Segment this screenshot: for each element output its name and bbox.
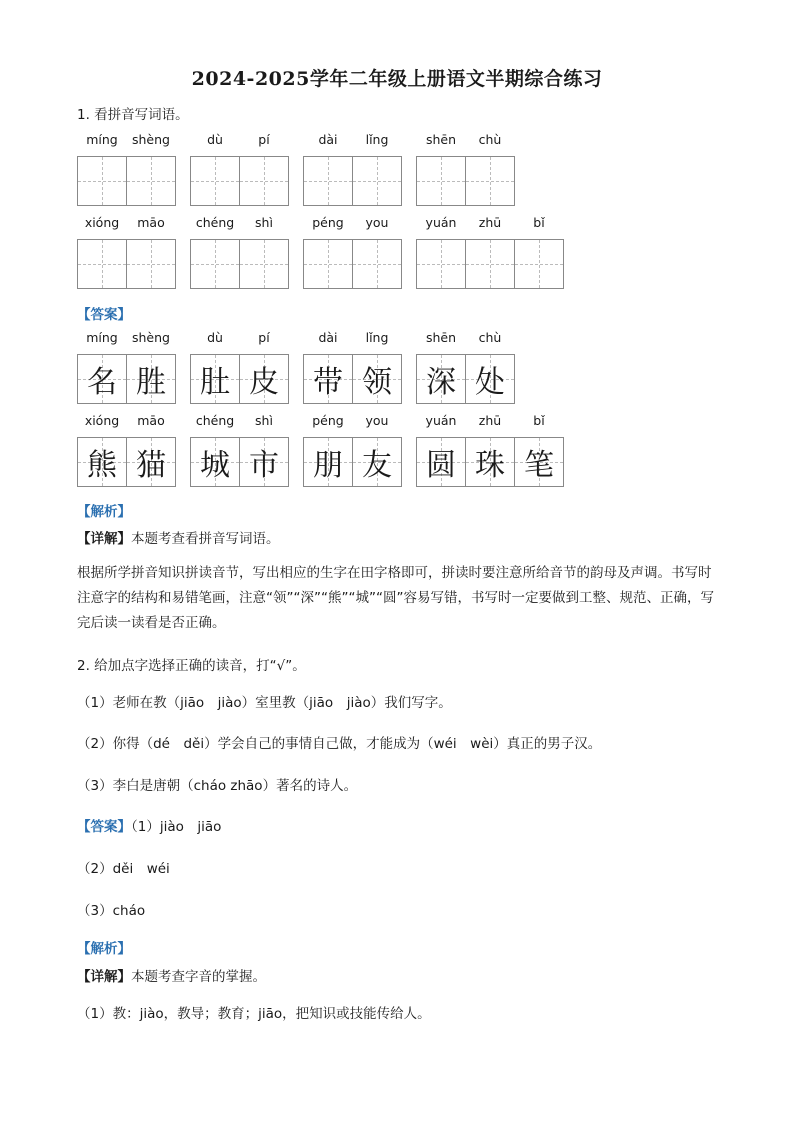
pinyin-label: shì xyxy=(255,413,273,428)
tianzige-cell[interactable] xyxy=(303,156,353,206)
detail-tag: 【详解】 xyxy=(77,969,131,985)
pinyin-label: you xyxy=(365,215,389,230)
question-2-prompt: 2. 给加点字选择正确的读音，打“√”。 xyxy=(77,658,306,674)
tianzige-cell[interactable] xyxy=(126,156,176,206)
pinyin-label: zhū xyxy=(478,413,502,428)
tianzige-cell[interactable] xyxy=(77,239,127,289)
tianzige-cell[interactable] xyxy=(77,156,127,206)
pinyin-label: míng xyxy=(86,132,118,147)
tianzige-cell-filled xyxy=(352,437,402,487)
answer-character: 朋 xyxy=(313,448,343,483)
detail-text: 本题考查看拼音写词语。 xyxy=(131,531,280,547)
answer-character: 笔 xyxy=(524,448,554,483)
tianzige-cell-filled xyxy=(190,354,240,404)
tianzige-cell-filled xyxy=(190,437,240,487)
pinyin-label: yuán xyxy=(425,215,457,230)
tianzige-cell[interactable] xyxy=(416,239,466,289)
explanation-q1: 根据所学拼音知识拼读音节，写出相应的生字在田字格即可，拼读时要注意所给音节的韵母及声调。书写时注意字的结构和易错笔画，注意“领”“深”“熊”“城”“圆”容易写错，书写时一定要做到工整、规范、正确，写完后读一读看是否正确。 xyxy=(77,565,714,631)
pinyin-label: péng xyxy=(312,413,344,428)
q2-answer-2: （2）děi wéi xyxy=(77,861,170,877)
analysis-tag-q1: 【解析】 xyxy=(77,504,131,520)
pinyin-label: bǐ xyxy=(533,215,545,230)
detail-text: 本题考查字音的掌握。 xyxy=(131,969,266,985)
tianzige-cell[interactable] xyxy=(239,239,289,289)
answer-character: 带 xyxy=(313,365,343,400)
answer-tag-q2: 【答案】 xyxy=(77,819,131,835)
pinyin-label: bǐ xyxy=(533,413,545,428)
answer-tag-q1: 【答案】 xyxy=(77,307,131,323)
pinyin-label: shèng xyxy=(132,132,170,147)
tianzige-cell[interactable] xyxy=(190,156,240,206)
pinyin-label: lǐng xyxy=(365,132,389,147)
detail-q2 xyxy=(77,968,266,986)
pinyin-label: lǐng xyxy=(365,330,389,345)
pinyin-label: pí xyxy=(258,132,270,147)
tianzige-cell[interactable] xyxy=(239,156,289,206)
tianzige-cell-filled xyxy=(77,354,127,404)
answer-character: 猫 xyxy=(136,448,166,483)
pinyin-label: pí xyxy=(258,330,270,345)
answer-character: 领 xyxy=(362,365,392,400)
answer-character: 深 xyxy=(426,365,456,400)
tianzige-cell[interactable] xyxy=(352,239,402,289)
q2-answer-1: （1）jiào jiāo xyxy=(131,819,222,835)
pinyin-label: shēn xyxy=(425,132,457,147)
tianzige-cell-filled xyxy=(352,354,402,404)
pinyin-label: dù xyxy=(207,132,223,147)
pinyin-label: zhū xyxy=(478,215,502,230)
tianzige-cell[interactable] xyxy=(416,156,466,206)
pinyin-label: dù xyxy=(207,330,223,345)
tianzige-cell-filled xyxy=(303,437,353,487)
detail-tag: 【详解】 xyxy=(77,531,131,547)
q2-note-1: （1）教：jiào，教导；教育；jiāo，把知识或技能传给人。 xyxy=(77,1006,431,1022)
answer-character: 市 xyxy=(249,448,279,483)
pinyin-label: yuán xyxy=(425,413,457,428)
tianzige-cell-filled xyxy=(514,437,564,487)
pinyin-label: māo xyxy=(137,413,165,428)
tianzige-cell-filled xyxy=(465,354,515,404)
q2-item-1: （1）老师在教（jiāo jiào）室里教（jiāo jiào）我们写字。 xyxy=(77,695,452,711)
tianzige-cell[interactable] xyxy=(465,239,515,289)
tianzige-cell[interactable] xyxy=(190,239,240,289)
tianzige-cell-filled xyxy=(303,354,353,404)
tianzige-cell-filled xyxy=(126,354,176,404)
pinyin-label: shèng xyxy=(132,330,170,345)
tianzige-cell[interactable] xyxy=(126,239,176,289)
pinyin-label: dài xyxy=(318,330,338,345)
pinyin-label: míng xyxy=(86,330,118,345)
q2-item-3: （3）李白是唐朝（cháo zhāo）著名的诗人。 xyxy=(77,778,358,794)
answer-character: 皮 xyxy=(249,365,279,400)
tianzige-cell[interactable] xyxy=(352,156,402,206)
tianzige-cell-filled xyxy=(77,437,127,487)
answer-character: 城 xyxy=(200,448,230,483)
detail-q1 xyxy=(77,530,280,548)
tianzige-cell-filled xyxy=(416,354,466,404)
answer-character: 名 xyxy=(87,365,117,400)
pinyin-label: chéng xyxy=(195,413,235,428)
pinyin-label: dài xyxy=(318,132,338,147)
pinyin-label: chù xyxy=(478,132,502,147)
page-title: 2024-2025学年二年级上册语文半期综合练习 xyxy=(191,68,603,90)
tianzige-cell-filled xyxy=(239,437,289,487)
q2-answer-3: （3）cháo xyxy=(77,903,146,919)
answer-character: 友 xyxy=(362,448,392,483)
tianzige-cell-filled xyxy=(465,437,515,487)
pinyin-label: you xyxy=(365,413,389,428)
pinyin-label: shēn xyxy=(425,330,457,345)
answer-character: 肚 xyxy=(200,365,230,400)
tianzige-cell[interactable] xyxy=(514,239,564,289)
tianzige-cell-filled xyxy=(239,354,289,404)
answer-character: 胜 xyxy=(136,365,166,400)
q2-item-2: （2）你得（dé děi）学会自己的事情自己做，才能成为（wéi wèi）真正的男子汉。 xyxy=(77,736,602,752)
pinyin-label: chù xyxy=(478,330,502,345)
pinyin-label: chéng xyxy=(195,215,235,230)
pinyin-label: xióng xyxy=(84,215,120,230)
analysis-tag-q2: 【解析】 xyxy=(77,941,131,957)
answer-character: 熊 xyxy=(87,448,117,483)
question-1-prompt: 1. 看拼音写词语。 xyxy=(77,107,189,123)
answer-character: 圆 xyxy=(426,448,456,483)
pinyin-label: shì xyxy=(255,215,273,230)
pinyin-label: māo xyxy=(137,215,165,230)
tianzige-cell-filled xyxy=(126,437,176,487)
answer-character: 处 xyxy=(475,365,505,400)
answer-character: 珠 xyxy=(475,448,505,483)
q2-answer-line-1 xyxy=(77,818,221,836)
pinyin-label: péng xyxy=(312,215,344,230)
tianzige-cell-filled xyxy=(416,437,466,487)
tianzige-cell[interactable] xyxy=(465,156,515,206)
pinyin-label: xióng xyxy=(84,413,120,428)
tianzige-cell[interactable] xyxy=(303,239,353,289)
